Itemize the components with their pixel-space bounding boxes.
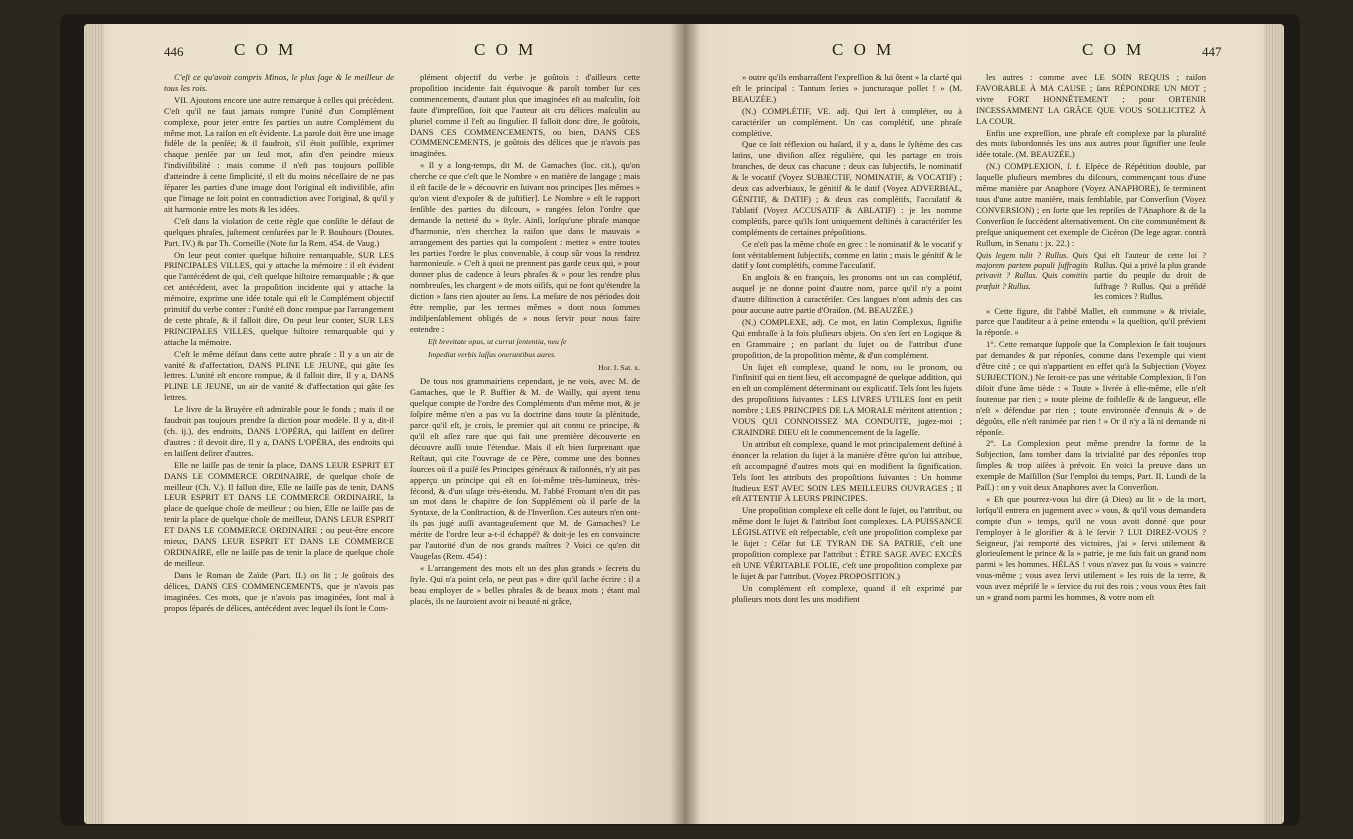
- text-column: [164, 72, 394, 614]
- paragraph: (N.) COMPLÉTIF, VE. adj. Qui ſert à compléter, ou à caractériſer un complément. Un cas complétif, une phraſe complétive.: [732, 105, 962, 138]
- open-book: [60, 14, 1300, 826]
- paragraph: Ce n'eſt pas la même choſe en grec : le nominatif & le vocatif y ſont véritablement ſubjectifs, comme en latin ; mais le génitif & le datif y ſont complétifs, comme l'accuſatif.: [732, 238, 962, 271]
- paragraph: Une propoſition complexe eſt celle dont le ſujet, ou l'attribut, ou même dont le ſujet & l'attribut ſont complexes. LA PUISSANCE LÉGISLATIVE eſt reſpectable, c'eſt une propoſition complexe par le ſujet : Céſar fut LE TYRAN DE SA PATRIE, c'eſt une propoſition complexe par l'attribut : ÊTRE SAGE AVEC EXCÈS eſt UNE VÉRITABLE FOLIE, c'eſt une propoſition complexe par le ſujet & par l'attribut. (Voyez PROPOSITION.): [732, 505, 962, 581]
- paragraph: VII. Ajoutons encore une autre remarque à celles qui précèdent. C'eſt qu'il ne faut jamais rompre l'unité d'un Complément complexe, pour jeter entre ſes parties un autre Complément du même mot. La raiſon en eſt évidente. La parole doit être une image fidèle de la penſée; & il faudroit, s'il étoit poſſible, exprimer chaque penſée par un ſeul mot, afin d'en peindre mieux l'indiviſibilité : mais comme il n'eſt pas toujours poſſible d'atteindre à cette ſimplicité, il eſt du moins néceſſaire de ne pas ſéparer les parties d'une image dont l'original eſt indiviſible, afin que l'image ne ſoit point en contradiction avec l'original, & qu'il y ait harmonie entre les mots & les idées.: [164, 94, 394, 214]
- latin-quote: Eſt brevitate opus, ut currat ſententia, neu ſe: [428, 336, 567, 346]
- running-head: C O M: [234, 40, 297, 59]
- french-translation: Qui eſt l'auteur de cette loi ? Rullus. Qui a privé la plus grande partie du peuple du droit de ſuffrage ? Rullus. Qui a préſidé les comices ? Rullus.: [1094, 250, 1206, 302]
- running-head: C O M: [1082, 40, 1145, 59]
- book-gutter: [670, 24, 700, 824]
- text-column: [976, 72, 1206, 604]
- latin-text: Quis legem tulit ? Rullus. Quis majorem partem populi ſuffragiis privavit ? Rullus. Quis comitiis præfuit ? Rullus.: [976, 250, 1088, 291]
- right-page-header: [732, 40, 1232, 64]
- paragraph: C'eſt ce qu'avoit compris Minos, le plus ſage & le meilleur de tous les rois.: [164, 72, 394, 93]
- paragraph: « Cette figure, dit l'abbé Mallet, eſt commune » & triviale, parce que l'auditeur a à peine entendu » la queſtion, qu'il prévient la réponſe. »: [976, 305, 1206, 338]
- paragraph: Que ce ſoit réflexion ou haſard, il y a, dans le ſyſtème des cas latins, une diviſion aſſez régulière, qui les partage en trois branches, de deux cas chacune : deux cas ſubjectifs, le nominatif & le vocatif (Voyez SUBJECTIF, NOMINATIF, & VOCATIF) ; deux cas adverbiaux, le génitif & le datif (Voyez ADVERBIAL, GÉNITIF, & DATIF) ; & deux cas complétifs, l'accuſatif & l'ablatif (Voyez ACCUSATIF & ABLATIF) : je les nomme complétifs, parce qu'ils ſont uniquement deſtinés à caractériſer les compléments de certaines prépoſitions.: [732, 139, 962, 237]
- paragraph: « Eh que pourrez-vous lui dire (à Dieu) au lit » de la mort, lorſqu'il entrera en jugement avec » vous, & qu'il vous demandera compte d'un » temps, qu'il ne vous avoit donné que pour l'employer à le glorifier & à le ſervir ? LUI DIREZ-VOUS ? Seigneur, j'ai remporté des victoires, j'ai » ſervi utilement & glorieuſement le prince & la » patrie, je me ſuis fait un grand nom parmi » les hommes. HÉLAS ! vous n'avez pas ſu vous » vaincre vous-même ; vous avez ſervi utilement » les rois de la terre, & vous avez mépriſé le » ſervice du roi des rois ; vous vous êtes fait un » grand nom parmi les hommes, & votre nom eſt: [976, 493, 1206, 603]
- paragraph: Un attribut eſt complexe, quand le mot principalement deſtiné à énoncer la relation du ſujet à la manière d'être qu'on lui attribue, eſt accompagné d'autres mots qui en modifient la ſignification. Tels ſont les attributs des propoſitions ſuivantes : Un homme ſtudieux EST AVEC SOIN LES MEILLEURS OUVRAGES ; Il eſt ATTENTIF À LEURS PRINCIPES.: [732, 438, 962, 504]
- running-head: C O M: [832, 40, 895, 59]
- parallel-quotation: [976, 251, 1206, 303]
- text-column: [732, 72, 962, 606]
- paragraph: « L'arrangement des mots eſt un des plus grands » ſecrets du ſtyle. Qui n'a point cela, ne peut pas » dire qu'il ſache écrire : il a beau employer de » belles phraſes & de beaux mots ; étant mal placés, ils ne ſauroient avoir ni beauté ni grâce,: [410, 562, 640, 606]
- paragraph: Elle ne laiſſe pas de tenir ſa place, DANS LEUR ESPRIT ET DANS LE COMMERCE ORDINAIRE, de quelque choſe de meilleur (Ch. V.). Il falloit dire, Elle ne laiſſe pas de tenir, DANS LEUR ESPRIT ET DANS LE COMMERCE ORDINAIRE, la place de quelque choſe de meilleur ; ou bien, Elle ne laiſſe pas de tenir la place de quelque choſe de meilleur, DANS LEUR ESPRIT ET DANS LE COMMERCE ORDINAIRE ; ou peut-être encore mieux, DANS LEUR ESPRIT ET DANS LE COMMERCE ORDINAIRE, elle ne laiſſe pas de tenir la place de quelque choſe de meilleur.: [164, 459, 394, 568]
- left-page-header: [164, 40, 624, 64]
- latin-quote: Impediat verbis laſſas onerantibus aures.: [428, 349, 557, 359]
- running-head: C O M: [474, 40, 537, 59]
- page-edges: [84, 24, 104, 824]
- paragraph: Dans le Roman de Zaïde (Part. II.) on lit ; Je goûtois des délices, DANS CES COMMENCEMENTS, que je n'avois pas imaginées. Ces mots, que je n'avois pas imaginées, ſont mal à propos ſéparés de délices, antécédent avec lequel ils ſont le Com-: [164, 569, 394, 613]
- paragraph: (N.) COMPLEXION, ſ. f. Eſpèce de Répétition double, par laquelle pluſieurs membres du diſcours, commençant tous d'une même manière par Anaphore (Voyez ANAPHORE), ſe terminent tous d'une autre manière, mais ſemblable, par Converſion (Voyez CONVERSION) ; en ſorte que les repriſes de l'Anaphore & de la Converſion ſe ſuccèdent alternativement. On cite communément & preſque uniquement cet exemple de Cicéron (De lege agrar. contrà Rullum, in Senatu : jx. 22.) :: [976, 161, 1206, 248]
- paragraph: En anglois & en françois, les pronoms ont un cas complétif, auquel je ne donne point d'autre nom, parce qu'il n'y a point d'autre diſtinction à caractériſer. Ces langues n'ont admis des cas pour aucune autre partie d'Oraiſon. (M. BEAUZÉE.): [732, 272, 962, 316]
- page-number: 447: [1202, 44, 1222, 59]
- paragraph: 1°. Cette remarque ſuppoſe que la Complexion ſe fait toujours par demandes & par réponſes, comme dans l'exemple qui vient d'être cité ; ce qui n'appartient en effet qu'à la Subjection (Voyez SUBJECTION.) Ne ſeroit-ce pas une véritable Complexion, ſi l'on diſoit d'une âme tiède : « Toute » livrée à elle-même, elle n'eſt ſoutenue par rien ; » toute pleine de foibleſſe & de langueur, elle n'eſt » défendue par rien ; toute environnée d'ennuis & » de dégoûts, elle n'eſt ranimée par rien ! » Or il n'y a là ni demande ni réponſe.: [976, 339, 1206, 437]
- left-page: [84, 24, 688, 824]
- paragraph: Un complément eſt complexe, quand il eſt exprimé par pluſieurs mots dont les uns modifient: [732, 582, 962, 604]
- paragraph: De tous nos grammairiens cependant, je ne vois, avec M. de Gamaches, que le P. Buffier & M. de Wailly, qui ayent tenu quelque compte de l'ordre des Compléments d'un même mot, & je ſoſpire même n'en a pas vu la doctrine dans toute ſa plénitude, parce qu'il eſt, je crois, le premier qui ait connu ce principe, & qu'il eſt aſſez rare que qui fait une première découverte en découvre auſſi toute l'étendue. Mais il eſt bien ſurprenant que Reſtaut, qui cite l'ouvrage de ce Père, comme une des bonnes ſources où il a puiſé ſes Principes généraux & raiſonnés, n'y ait pas apperçu un principe qui eſt en ſoi-même très-lumineux, très-fécond, & d'un uſage très-étendu. M. l'abbé Fromant n'en dit pas un mot dans le chapitre de ſon Supplément où il parle de la Syntaxe, de la Conſtruction, & de l'Inverſion. Ces auteurs n'en ont-ils pas jugé auſſi avantageuſement que M. de Gamaches? Le mérite de l'ordre leur a-t-il échappé? & doit-je les en convaincre par l'autorité d'un de nos grands maîtres ? Voici ce qu'en dit Vaugelas (Rem. 454) :: [410, 376, 640, 561]
- paragraph: plément objectif du verbe je goûtois : d'ailleurs cette propoſition incidente fait équivoque & paroît tomber ſur ces commencements, d'autant plus que imaginées eſt au maſculin, ſoit faute d'impreſſion, ſoit que l'auteur ait cru délices maſculin au pluriel comme il l'eſt au ſingulier. Il falloit donc dire, Je goûtois, DANS CES COMMENCEMENTS, ou bien, DANS CES COMMENCEMENTS, je goûtois des délices que je n'avois pas imaginées.: [410, 72, 640, 159]
- paragraph: C'eſt dans la violation de cette règle que conſiſte le défaut de quelques phraſes, juſtement cenſurées par le P. Bouhours (Doutes. Part. IV.) & par Th. Corneille (Note ſur la Rem. 454. de Vaug.): [164, 215, 394, 248]
- paragraph: « Il y a long-temps, dit M. de Gamaches (loc. cit.), qu'on cherche ce que c'eſt que le Nombre » en matière de langage ; mais il eſt facile de le » découvrir en ſuivant nos principes [les mêmes » qu'on vient d'expoſer & de juſtifier]. Le Nombre » eſt le rapport ſenſible des parties du diſcours, » rangées ſelon l'ordre que demande la netteté du » ſtyle. Ainſi, lorſqu'une phraſe manque d'harmonie, n'en cherchez la raiſon que dans le mauvais » arrangement des parties qui la compoſent : mettez » entre toutes les parties l'ordre le plus convenable, à coup sûr vous la rendrez harmonieuſe. » C'eſt à quoi ne prennent pas garde ceux qui, » pour donner plus de cadence à leurs phraſes & » pour les rendre plus nombreuſes, les chargent » de mots oiſifs, qui ne font qu'étendre la diction » ſans rien ajouter au ſens. La meſure de nos périodes doit être remplie, par les termes mêmes » dont nous ſommes indiſpenſablement obligés de » nous ſervir pour nous faire entendre :: [410, 160, 640, 334]
- page-edges: [1264, 24, 1284, 824]
- paragraph: Un ſujet eſt complexe, quand le nom, ou le pronom, ou l'infinitif qui en tient lieu, eſt accompagné de quelque addition, qui en eſt un complément déterminant ou explicatif. Tels ſont les ſujets des propoſitions ſuivantes : LES LIVRES UTILES ſont en petit nombre ; LES PRINCIPES DE LA MORALE méritent attention ; VOUS QUI CONNOISSEZ MA CONDUITE, jugez-moi ; CRAINDRE DIEU eſt le commencement de la ſageſſe.: [732, 361, 962, 437]
- paragraph: 2°. La Complexion peut même prendre la forme de la Subjection, ſans tomber dans la trivialité par des réponſes trop ſimples & trop aiſées à prévoir. En voici la preuve dans un exemple de Maſſillon (Sur l'emploi du temps, Part. II. Lundi de la Paſſ.) : on y voit deux Anaphores avec la Converſion.: [976, 438, 1206, 493]
- right-page: [684, 24, 1284, 824]
- paragraph: On leur peut conter quelque hiſtoire remarquable, SUR LES PRINCIPALES VILLES, qui y attache la mémoire : il eſt évident que l'antécédent de qui, c'eſt quelque hiſtoire remarquable ; & que cet antécédent, avec la propoſition incidente qui y attache la mémoire, exprime une idée totale qui eſt le Complément objectif primitif du verbe conter : l'unité eſt donc rompue par l'arrangement de cette phraſe, & il falloit dire, On peut leur conter, SUR LES PRINCIPALES VILLES, quelque hiſtoire remarquable qui y attache la mémoire.: [164, 249, 394, 347]
- page-number: 446: [164, 44, 184, 59]
- paragraph: Enfin une expreſſion, une phraſe eſt complexe par la pluralité des mots ſubordonnés les uns aux autres pour ſignifier une ſeule idée totale. (M. BEAUZÉE.): [976, 127, 1206, 160]
- paragraph: les autres : comme avec LE SOIN REQUIS ; raiſon FAVORABLE À MA CAUSE ; ſans RÉPONDRE UN MOT ; vivre FORT HONNÊTEMENT ; pour OBTENIR INCESSAMMENT LA GRÂCE QUE VOUS SOLLICITEZ À LA COUR.: [976, 72, 1206, 126]
- paragraph: C'eſt le même défaut dans cette autre phraſe : Il y a un air de vanité & d'affectation, DANS PLINE LE JEUNE, qui gâte ſes lettres. L'unité eſt encore rompue, & il falloit dire, Il y a, DANS PLINE LE JEUNE, un air de vanité & d'affectation qui gâte ſes lettres.: [164, 348, 394, 403]
- paragraph: (N.) COMPLEXE, adj. Ce mot, en latin Complexus, ſignifie Qui embraſſe à la fois pluſieurs objets. On s'en ſert en Logique & en Grammaire ; en parlant du ſujet ou de l'attribut d'une propoſition, de la propoſition même, & d'un complément.: [732, 316, 962, 360]
- quote-reference: Hor. I. Sat. x.: [598, 362, 640, 372]
- paragraph: » outre qu'ils embarraſſent l'expreſſion & lui ôtent » la clarté qui eſt le principal : Tantum ſeries » juncturaque pollet ! » (M. BEAUZÉE.): [732, 72, 962, 104]
- paragraph: Le livre de la Bruyère eſt admirable pour le fonds ; mais il ne faudroit pas toujours prendre ſa diction pour modèle. Il y a, dit-il (ch. ij.), des endroits, DANS L'OPÉRA, qui laiſſent en deſirer d'autres : il devoit dire, Il y a, DANS L'OPÉRA, des endroits qui en laiſſent deſirer d'autres.: [164, 404, 394, 458]
- text-column: [410, 72, 640, 608]
